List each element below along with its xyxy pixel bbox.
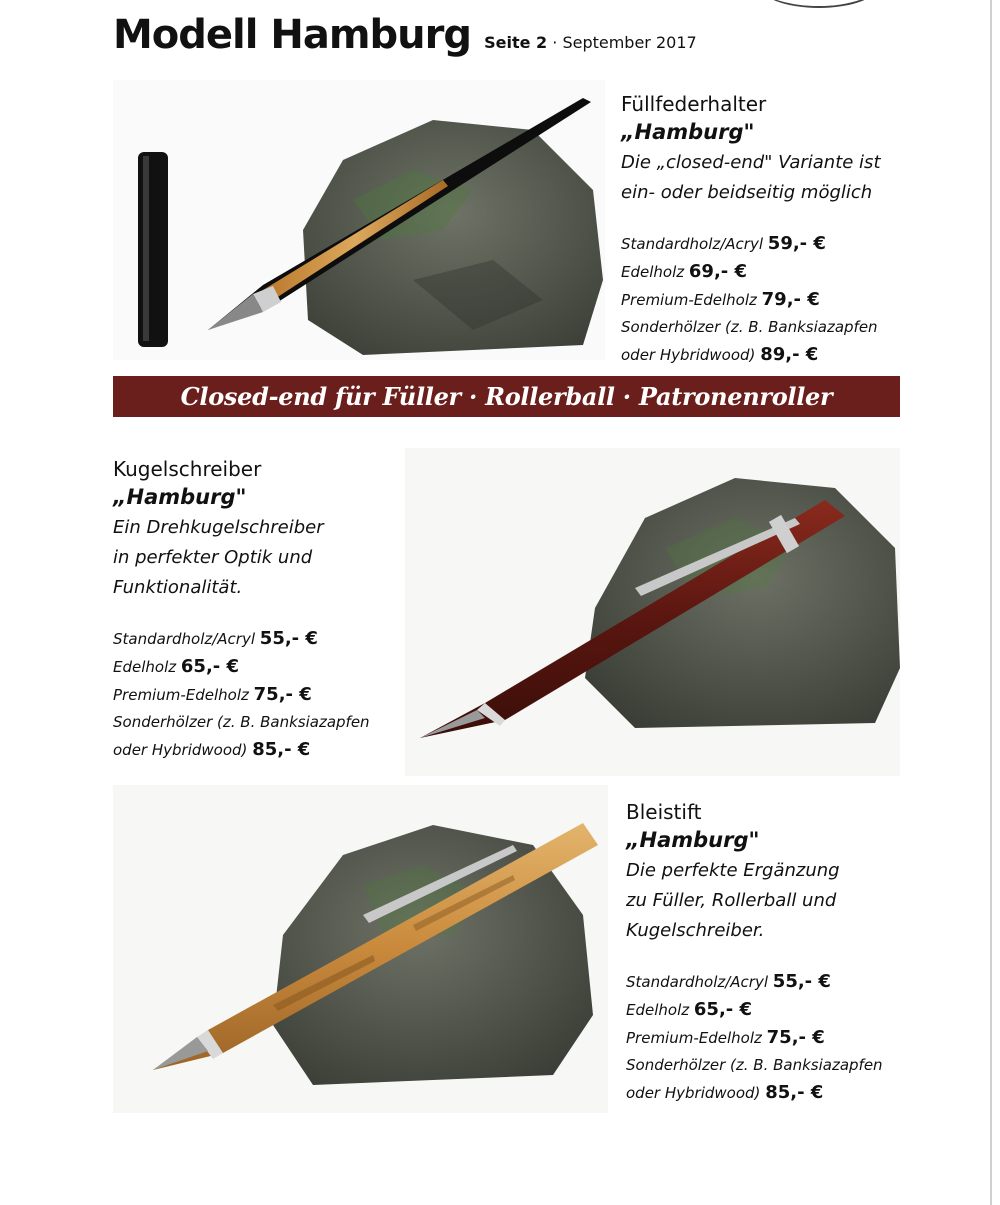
fountain-pen-photo bbox=[113, 80, 605, 360]
price-line: oder Hybridwood) 85,- € bbox=[113, 739, 311, 760]
price-amount: 55,- € bbox=[259, 628, 318, 649]
price-amount: 59,- € bbox=[767, 233, 826, 254]
page-header bbox=[113, 12, 697, 58]
price-amount: 85,- € bbox=[765, 1082, 824, 1103]
product-name: Bleistift bbox=[626, 800, 702, 824]
price-amount: 85,- € bbox=[252, 739, 311, 760]
price-line: Premium-Edelholz 75,- € bbox=[113, 684, 312, 705]
page-title: Modell Hamburg bbox=[113, 12, 472, 58]
price-line: Sonderhölzer (z. B. Banksiazapfen bbox=[626, 1056, 883, 1074]
product-text-line: Die perfekte Ergänzung bbox=[626, 860, 840, 881]
price-line: Standardholz/Acryl 55,- € bbox=[626, 971, 831, 992]
ballpoint-pen-photo bbox=[405, 448, 900, 776]
price-line: Edelholz 69,- € bbox=[621, 261, 748, 282]
price-line: oder Hybridwood) 89,- € bbox=[621, 344, 819, 365]
pencil-description bbox=[626, 798, 916, 1107]
page-label: Seite 2 bbox=[484, 33, 548, 52]
page-curl bbox=[758, 0, 880, 8]
pencil-photo bbox=[113, 785, 608, 1113]
price-line: Sonderhölzer (z. B. Banksiazapfen bbox=[113, 713, 370, 731]
price-line: oder Hybridwood) 85,- € bbox=[626, 1082, 824, 1103]
price-amount: 65,- € bbox=[693, 999, 753, 1020]
page-subtitle bbox=[484, 33, 697, 52]
page-edge bbox=[990, 0, 992, 1205]
price-line: Sonderhölzer (z. B. Banksiazapfen bbox=[621, 318, 878, 336]
closed-end-banner: Closed-end für Füller · Rollerball · Patronenroller bbox=[113, 376, 900, 417]
price-line: Edelholz 65,- € bbox=[626, 999, 753, 1020]
product-name: Füllfederhalter bbox=[621, 92, 767, 116]
price-amount: 65,- € bbox=[180, 656, 240, 677]
product-text-line: in perfekter Optik und bbox=[113, 547, 313, 568]
product-text-line: Ein Drehkugelschreiber bbox=[113, 517, 324, 538]
ballpoint-description bbox=[113, 455, 403, 764]
price-amount: 75,- € bbox=[253, 684, 312, 705]
price-line: Premium-Edelholz 75,- € bbox=[626, 1027, 825, 1048]
product-text-line: Funktionalität. bbox=[113, 577, 243, 598]
price-amount: 75,- € bbox=[766, 1027, 825, 1048]
product-text-line: ein- oder beidseitig möglich bbox=[621, 182, 873, 203]
product-model: „Hamburg" bbox=[621, 120, 755, 144]
price-line: Standardholz/Acryl 55,- € bbox=[113, 628, 318, 649]
issue-date: · September 2017 bbox=[552, 33, 697, 52]
product-model: „Hamburg" bbox=[626, 828, 760, 852]
price-list bbox=[626, 968, 916, 1107]
product-text-line: Kugelschreiber. bbox=[626, 920, 765, 941]
price-line: Premium-Edelholz 79,- € bbox=[621, 289, 820, 310]
price-amount: 55,- € bbox=[772, 971, 831, 992]
price-amount: 79,- € bbox=[761, 289, 820, 310]
price-list bbox=[621, 230, 911, 369]
price-amount: 89,- € bbox=[760, 344, 819, 365]
product-text-line: zu Füller, Rollerball und bbox=[626, 890, 837, 911]
product-text-line: Die „closed-end" Variante ist bbox=[621, 152, 881, 173]
price-line: Standardholz/Acryl 59,- € bbox=[621, 233, 826, 254]
price-line: Edelholz 65,- € bbox=[113, 656, 240, 677]
fountain-pen-description bbox=[621, 90, 911, 369]
product-name: Kugelschreiber bbox=[113, 457, 262, 481]
product-model: „Hamburg" bbox=[113, 485, 247, 509]
price-amount: 69,- € bbox=[688, 261, 748, 282]
price-list bbox=[113, 625, 403, 764]
